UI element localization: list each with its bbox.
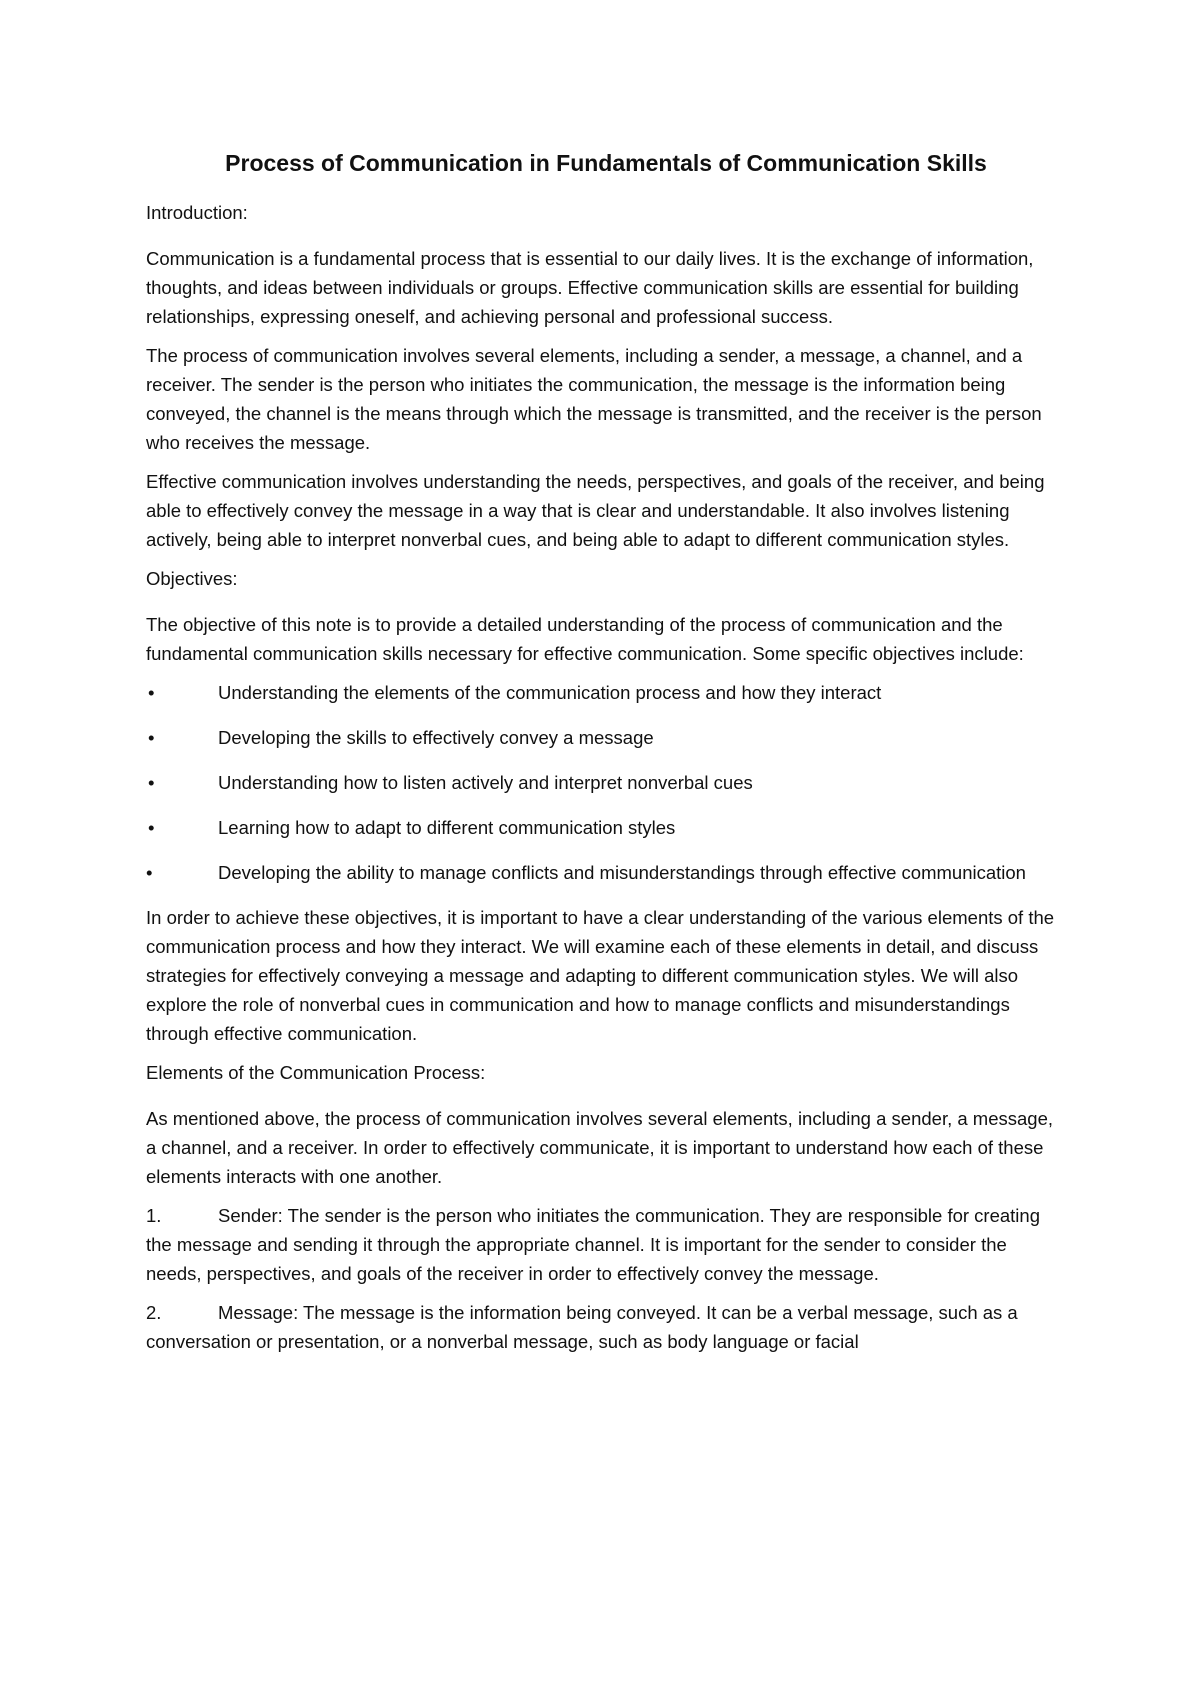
list-item-text: Developing the skills to effectively convey a message [218,727,654,748]
elements-heading: Elements of the Communication Process: [146,1062,486,1083]
bullet-icon: • [148,682,155,703]
elements-intro: As mentioned above, the process of communication involves several elements, including a sender, a message, a channel, and a receiver. In order to effectively communicate, it is important to understand how each of these elements interacts with one another. [146,1108,1053,1187]
list-item-text: Understanding how to listen actively and interpret nonverbal cues [218,772,753,793]
bullet-icon: • [148,817,155,838]
numbered-item [146,1201,1066,1288]
item-number: 2. [146,1302,162,1323]
list-item-text: Understanding the elements of the communication process and how they interact [218,682,882,703]
objectives-closing: In order to achieve these objectives, it is important to have a clear understanding of the various elements of the communication process and how they interact. We will examine each of these elements in detail, and discuss strategies for effectively conveying a message and adapting to different communication styles. We will also explore the role of nonverbal cues in communication and how to manage conflicts and misunderstandings through effective communication. [146,907,1055,1044]
intro-paragraph: Communication is a fundamental process that is essential to our daily lives. It is the exchange of information, thoughts, and ideas between individuals or groups. Effective communication skills are essential for building relationships, expressing oneself, and achieving personal and professional success. [146,248,1034,327]
item-text: Message: The message is the information being conveyed. It can be a verbal message, such as a conversation or presentation, or a nonverbal message, such as body language or facial [146,1302,1018,1352]
item-number: 1. [146,1205,162,1226]
bullet-icon: • [148,727,155,748]
bullet-icon: • [146,862,153,883]
list-item [146,858,1066,887]
document-title: Process of Communication in Fundamentals of Communication Skills [225,150,987,176]
intro-heading: Introduction: [146,202,248,223]
document-body [146,148,1066,1366]
bullet-icon: • [148,772,155,793]
objectives-intro: The objective of this note is to provide a detailed understanding of the process of communication and the fundamental communication skills necessary for effective communication. Some specific objectives include: [146,614,1024,664]
list-item [146,768,1066,797]
objectives-heading: Objectives: [146,568,238,589]
intro-paragraph: Effective communication involves understanding the needs, perspectives, and goals of the receiver, and being able to effectively convey the message in a way that is clear and understandable. It also involves listening actively, being able to interpret nonverbal cues, and being able to adapt to different communication styles. [146,471,1045,550]
item-text: Sender: The sender is the person who initiates the communication. They are responsible for creating the message and sending it through the appropriate channel. It is important for the sender to consider the needs, perspectives, and goals of the receiver in order to effectively convey the message. [146,1205,1040,1284]
list-item [146,678,1066,707]
list-item-text: Learning how to adapt to different communication styles [218,817,676,838]
objectives-list [146,678,1066,887]
list-item [146,813,1066,842]
intro-paragraph: The process of communication involves several elements, including a sender, a message, a channel, and a receiver. The sender is the person who initiates the communication, the message is the information being conveyed, the channel is the means through which the message is transmitted, and the receiver is the person who receives the message. [146,345,1042,453]
list-item [146,723,1066,752]
list-item-text: Developing the ability to manage conflicts and misunderstandings through effective communication [218,862,1026,883]
numbered-item [146,1298,1066,1356]
